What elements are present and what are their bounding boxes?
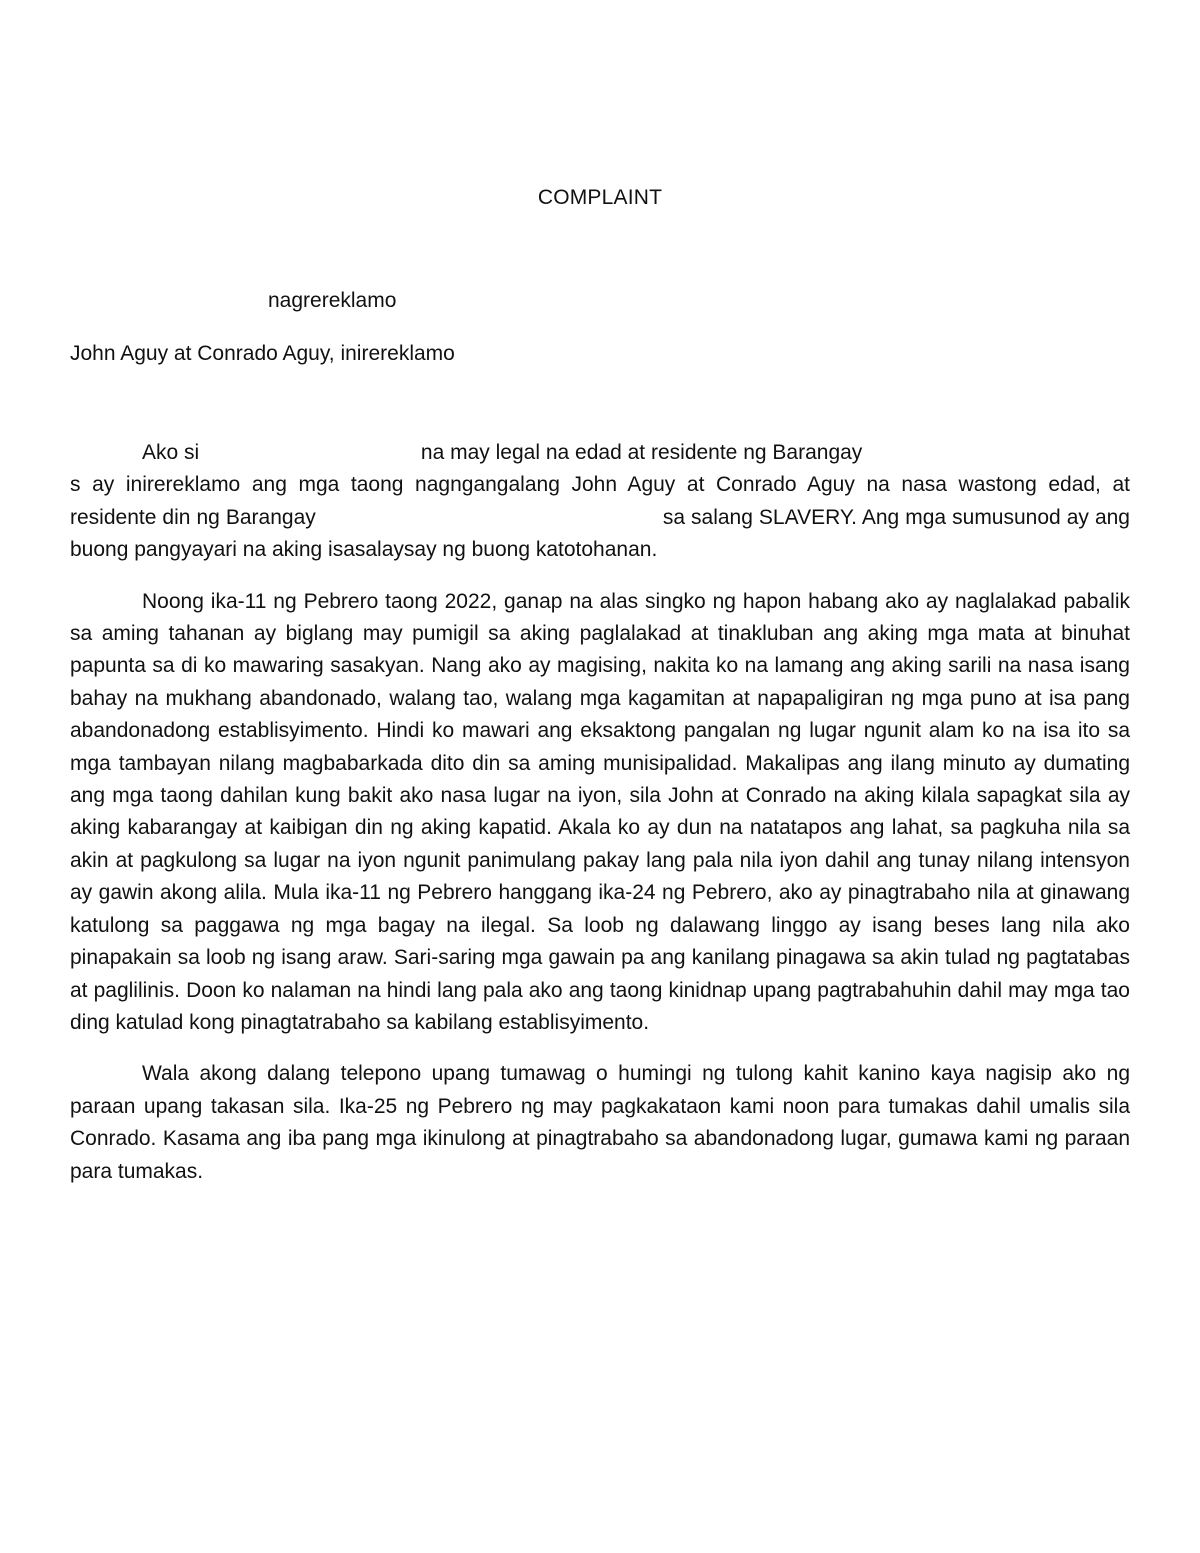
paragraph-1-part-4: sa salang SLAVERY. Ang mga sumusunod ay ang buong pangyayari na aking isasalaysay ng buong katotohanan. <box>70 505 1130 562</box>
paragraph-2: Noong ika-11 ng Pebrero taong 2022, ganap na alas singko ng hapon habang ako ay naglalakad pabalik sa aming tahanan ay biglang may pumigil sa aking paglalakad at tinakluban ang aking mga mata at binuhat papunta sa di ko mawaring sasakyan. Nang ako ay magising, nakita ko na lamang ang aking sarili na nasa isang bahay na mukhang abandonado, walang tao, walang mga kagamitan at napapaligiran ng mga puno at isa pang abandonadong establisyimento. Hindi ko mawari ang eksaktong pangalan ng lugar ngunit alam ko na isa ito sa mga tambayan nilang magbabarkada dito din sa aming munisipalidad. Makalipas ang ilang minuto ay dumating ang mga taong dahilan kung bakit ako nasa lugar na iyon, sila John at Conrado na aking kilala sapagkat sila ay aking kabarangay at kaibigan din ng aking kapatid. Akala ko ay dun na natatapos ang lahat, sa pagkuha nila sa akin at pagkulong sa lugar na iyon ngunit panimulang pakay lang pala nila iyon dahil ang tunay nilang intensyon ay gawin akong alila. Mula ika-11 ng Pebrero hanggang ika-24 ng Pebrero, ako ay pinagtrabaho nila at ginawang katulong sa paggawa ng mga bagay na ilegal. Sa loob ng dalawang linggo ay isang beses lang nila ako pinapakain sa loob ng isang araw. Sari-saring mga gawain pa ang kanilang pinagawa sa akin tulad ng pagtatabas at paglilinis. Doon ko nalaman na hindi lang pala ako ang taong kinidnap upang pagtrabahuhin dahil may mga tao ding katulad kong pinagtatrabaho sa kabilang establisyimento. <box>70 589 1130 1034</box>
paragraph-1-part-2: na may legal na edad at residente ng Barangay <box>420 441 863 464</box>
redacted-address <box>970 458 1130 459</box>
redacted-barangay <box>868 458 964 459</box>
complaint-body <box>70 437 1130 1207</box>
respondents-line: John Aguy at Conrado Aguy, inirereklamo <box>70 342 455 365</box>
document-title: COMPLAINT <box>537 186 663 209</box>
paragraph-3: Wala akong dalang telepono upang tumawag o humingi ng tulong kahit kanino kaya nagisip ako ng paraan upang takasan sila. Ika-25 ng Pebrero ng may pagkakataon kami noon para tumakas dahil umalis sila Conrado. Kasama ang iba pang mga ikinulong at pinagtrabaho sa abandonadong lugar, gumawa kami ng paraan para tumakas. <box>70 1062 1130 1183</box>
paragraph-1-part-3: s ay inirereklamo ang mga taong nagngangalang John Aguy at Conrado Aguy na nasa wastong edad, at residente din ng Barangay <box>70 473 1130 529</box>
paragraph-1 <box>70 437 1130 567</box>
complainant-line: nagrereklamo <box>268 289 397 312</box>
paragraph-1-part-1: Ako si <box>142 441 200 464</box>
redacted-name <box>205 458 415 459</box>
redacted-barangay-2 <box>322 523 657 524</box>
